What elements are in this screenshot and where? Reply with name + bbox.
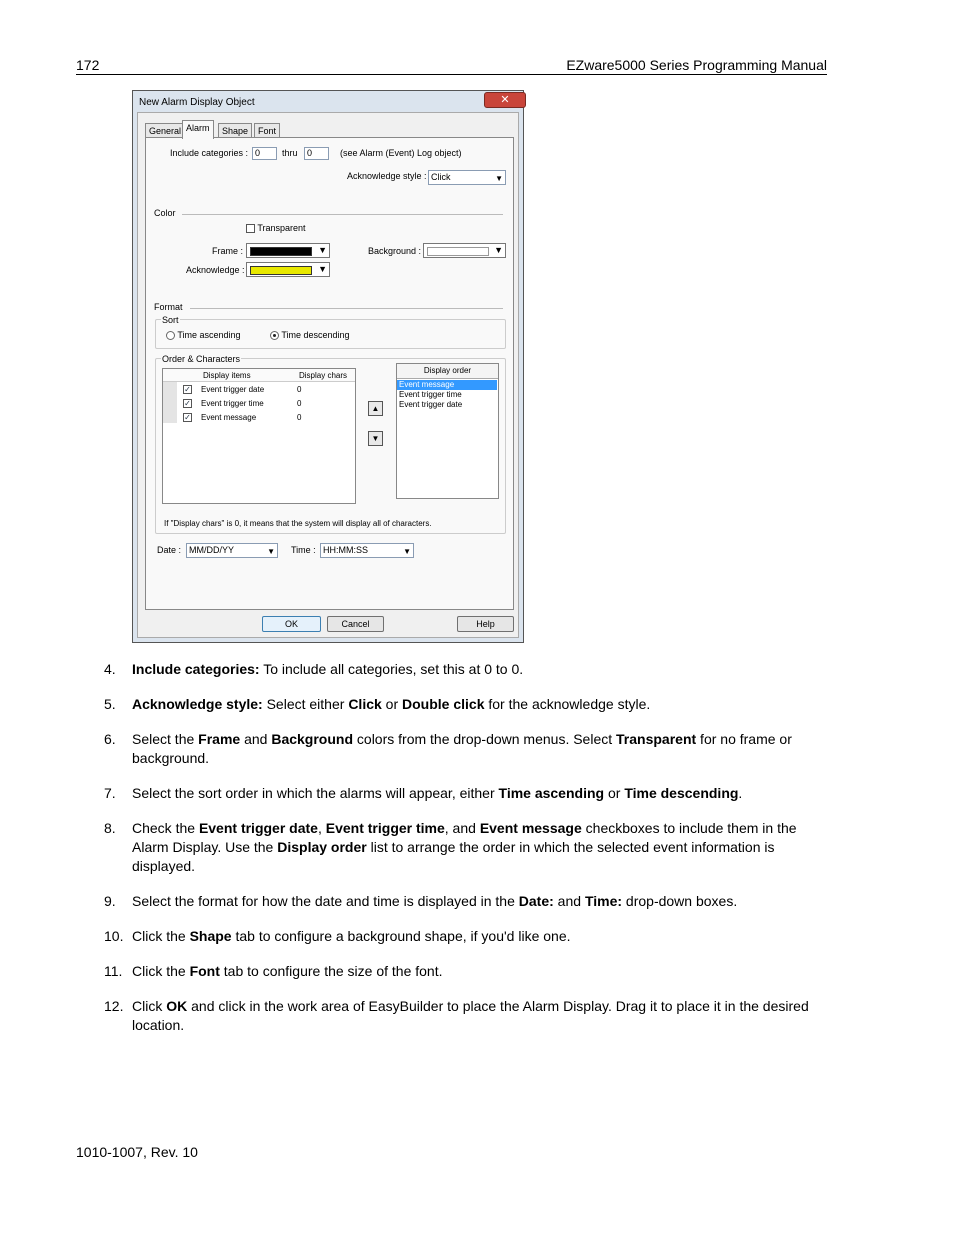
acknowledge-style-label: Acknowledge style :	[347, 171, 427, 181]
help-button[interactable]: Help	[457, 616, 514, 632]
list-item	[104, 892, 834, 911]
chevron-down-icon: ▼	[267, 547, 275, 556]
step-text: and	[240, 731, 272, 747]
page-header	[76, 57, 827, 75]
step-text: and	[553, 893, 585, 909]
step-bold-text: Display order	[277, 839, 367, 855]
chevron-down-icon: ▼	[494, 245, 503, 255]
list-item	[104, 660, 834, 679]
step-bold-text: Font	[189, 963, 220, 979]
step-bold-text: Transparent	[616, 731, 697, 747]
chevron-down-icon: ▼	[403, 547, 411, 556]
move-up-button[interactable]	[368, 401, 383, 416]
footer-doc-id: 1010-1007, Rev. 10	[76, 1144, 198, 1160]
step-text: Click the	[132, 928, 190, 944]
time-format-value: HH:MM:SS	[323, 545, 368, 555]
step-text: or	[604, 785, 625, 801]
step-bold-text: Event trigger time	[325, 820, 445, 836]
item-chars[interactable]: 0	[297, 399, 302, 408]
dialog-body	[137, 112, 519, 638]
step-number: 9.	[104, 893, 116, 909]
item-checkbox[interactable]: ✓	[184, 413, 191, 422]
step-bold-text: Time ascending	[498, 785, 605, 801]
step-number: 8.	[104, 820, 116, 836]
display-order-header: Display order	[397, 364, 498, 379]
step-text: drop-down boxes.	[622, 893, 738, 909]
step-text: or	[381, 696, 403, 712]
list-item[interactable]: Event message	[397, 380, 497, 390]
transparent-label: Transparent	[257, 223, 306, 233]
table-row[interactable]	[163, 397, 355, 410]
acknowledge-color-swatch	[250, 266, 312, 275]
triangle-down-icon: ▼	[371, 434, 380, 443]
item-checkbox[interactable]: ✓	[184, 385, 191, 394]
step-number: 12.	[104, 998, 124, 1014]
list-item	[104, 695, 834, 714]
step-bold-text: Acknowledge style:	[132, 696, 263, 712]
instruction-list	[104, 660, 834, 1051]
step-text: Check the	[132, 820, 199, 836]
step-number: 11.	[104, 963, 123, 979]
format-divider	[190, 308, 503, 309]
step-text: Select the sort order in which the alarms will appear, either	[132, 785, 499, 801]
display-chars-note: If "Display chars" is 0, it means that the system will display all of characters.	[164, 519, 432, 528]
color-section-label: Color	[154, 208, 176, 218]
step-bold-text: Include categories:	[132, 661, 260, 677]
date-format-value: MM/DD/YY	[189, 545, 234, 555]
tab-shape[interactable]: Shape	[218, 123, 252, 138]
display-order-list	[396, 363, 499, 499]
acknowledge-style-value: Click	[431, 172, 451, 182]
background-color-picker[interactable]	[423, 243, 506, 258]
time-descending-option[interactable]	[270, 330, 350, 340]
step-text: checkboxes to include them in the Alarm Display. Use the	[132, 820, 797, 855]
list-item	[104, 962, 834, 981]
step-text: Click	[132, 998, 167, 1014]
list-item	[104, 927, 834, 946]
item-chars[interactable]: 0	[297, 413, 302, 422]
tab-general[interactable]: General	[145, 123, 185, 138]
step-bold-text: Frame	[198, 731, 241, 747]
list-item	[104, 784, 834, 803]
chevron-down-icon: ▼	[495, 174, 503, 183]
cancel-button[interactable]: Cancel	[327, 616, 384, 632]
time-descending-label: Time descending	[281, 330, 350, 340]
item-chars[interactable]: 0	[297, 385, 302, 394]
include-note: (see Alarm (Event) Log object)	[340, 148, 462, 158]
step-bold-text: Event trigger date	[198, 820, 318, 836]
step-bold-text: Shape	[189, 928, 232, 944]
time-ascending-label: Time ascending	[177, 330, 241, 340]
background-label: Background :	[368, 246, 422, 256]
acknowledge-style-select[interactable]	[428, 170, 506, 185]
step-text: list to arrange the order in which the selected event information is displayed.	[132, 839, 775, 874]
table-row[interactable]	[163, 411, 355, 424]
step-text: tab to configure a background shape, if you'd like one.	[231, 928, 571, 944]
document-title: EZware5000 Series Programming Manual	[566, 57, 827, 73]
include-to-field[interactable]: 0	[304, 147, 329, 160]
step-bold-text: OK	[166, 998, 188, 1014]
format-section-label: Format	[154, 302, 183, 312]
move-down-button[interactable]	[368, 431, 383, 446]
step-text: .	[738, 785, 743, 801]
sort-label: Sort	[162, 315, 179, 325]
time-format-select[interactable]	[320, 543, 414, 558]
list-item	[104, 997, 834, 1035]
item-name: Event trigger date	[201, 385, 265, 394]
item-name: Event message	[201, 413, 257, 422]
triangle-up-icon: ▲	[371, 404, 380, 413]
column-display-items: Display items	[203, 371, 251, 380]
step-text: To include all categories, set this at 0 to 0.	[259, 661, 524, 677]
step-text: Select the	[132, 731, 199, 747]
include-categories-label: Include categories :	[170, 148, 249, 158]
step-number: 7.	[104, 785, 116, 801]
date-label: Date :	[157, 545, 182, 555]
step-text: ,	[317, 820, 326, 836]
chevron-down-icon: ▼	[318, 245, 327, 255]
step-text: for the acknowledge style.	[484, 696, 651, 712]
list-item[interactable]: Event trigger date	[399, 400, 463, 409]
include-from-field[interactable]: 0	[252, 147, 277, 160]
chevron-down-icon: ▼	[318, 264, 327, 274]
ok-button[interactable]: OK	[262, 616, 321, 632]
step-text: Select the format for how the date and time is displayed in the	[132, 893, 519, 909]
step-text: for no frame or background.	[132, 731, 792, 766]
step-number: 4.	[104, 661, 116, 677]
item-name: Event trigger time	[201, 399, 264, 408]
step-text: colors from the drop-down menus. Select	[353, 731, 617, 747]
step-bold-text: Background	[271, 731, 354, 747]
step-bold-text: Click	[348, 696, 382, 712]
time-ascending-radio[interactable]	[166, 331, 175, 340]
acknowledge-color-picker[interactable]	[246, 262, 330, 277]
step-bold-text: Double click	[402, 696, 485, 712]
acknowledge-color-label: Acknowledge :	[186, 265, 245, 275]
list-item[interactable]: Event trigger time	[399, 390, 462, 399]
list-item	[104, 819, 834, 876]
tab-font[interactable]: Font	[254, 123, 280, 138]
transparent-option[interactable]	[246, 223, 306, 233]
dialog-title: New Alarm Display Object	[139, 97, 255, 108]
color-divider	[182, 214, 503, 215]
step-bold-text: Time descending	[624, 785, 739, 801]
step-number: 5.	[104, 696, 116, 712]
step-text: Select either	[262, 696, 349, 712]
step-bold-text: Event message	[479, 820, 582, 836]
step-text: Click the	[132, 963, 190, 979]
step-text: and click in the work area of EasyBuilder to place the Alarm Display. Drag it to place it in the desired location.	[132, 998, 809, 1033]
close-button[interactable]: ✕	[484, 92, 526, 108]
page-number: 172	[76, 57, 100, 73]
display-items-table	[162, 368, 356, 504]
time-descending-radio[interactable]	[270, 331, 279, 340]
transparent-checkbox[interactable]	[246, 224, 255, 233]
step-bold-text: Time:	[584, 893, 623, 909]
step-number: 10.	[104, 928, 124, 944]
frame-color-swatch	[250, 247, 312, 256]
time-label: Time :	[291, 545, 316, 555]
frame-color-picker[interactable]	[246, 243, 330, 258]
item-checkbox[interactable]: ✓	[184, 399, 191, 408]
alarm-display-dialog	[132, 90, 524, 643]
table-row[interactable]	[163, 383, 355, 396]
thru-label: thru	[282, 148, 298, 158]
frame-label: Frame :	[212, 246, 244, 256]
step-number: 6.	[104, 731, 116, 747]
time-ascending-option[interactable]	[166, 330, 241, 340]
step-bold-text: Date:	[518, 893, 554, 909]
step-text: tab to configure the size of the font.	[219, 963, 443, 979]
tab-alarm[interactable]: Alarm	[182, 120, 214, 139]
column-display-chars: Display chars	[299, 371, 348, 380]
alarm-tab-panel	[145, 137, 514, 610]
order-characters-label: Order & Characters	[162, 354, 241, 364]
date-format-select[interactable]	[186, 543, 278, 558]
background-color-swatch	[427, 247, 489, 256]
list-item	[104, 730, 834, 768]
step-text: , and	[444, 820, 480, 836]
